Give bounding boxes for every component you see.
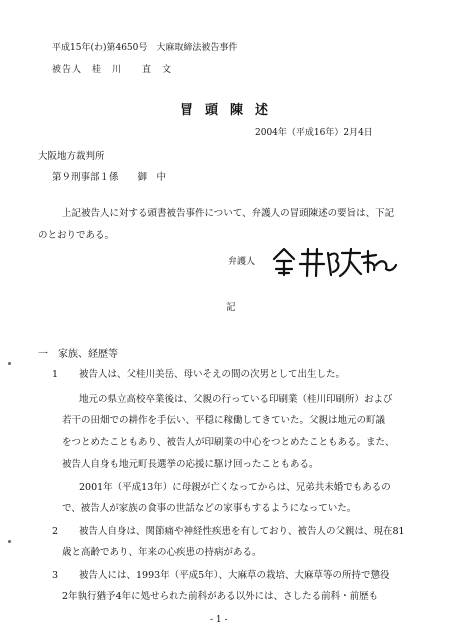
item1-line-1: 被告人は、父桂川美岳、母いそえの間の次男として出生した。 xyxy=(79,369,346,380)
item2-line-1: 被告人自身は、関節痛や神経性疾患を有しており、被告人の父親は、現在81 xyxy=(79,526,405,537)
document-date: 2004年（平成16年）2月4日 xyxy=(255,128,373,138)
document-title: 冒頭陳述 xyxy=(180,103,281,118)
item-number-3: 3 xyxy=(52,570,59,581)
attorney-signature-block xyxy=(228,245,398,285)
section-heading-family: 一 家族、経歴等 xyxy=(38,349,118,360)
item3-line-2: 2年執行猶予4年に処せられた前科がある以外には、さしたる前科・前歴も xyxy=(62,591,379,602)
case-number-line: 平成15年(わ)第4650号 大麻取締法被告事件 xyxy=(52,43,238,53)
intro-line-2: のとおりである。 xyxy=(38,230,115,241)
addressee-court: 大阪地方裁判所 xyxy=(38,151,105,162)
signature-label: 弁護人 xyxy=(228,257,256,267)
item1-line-2: 地元の県立高校卒業後は、父親の行っている印刷業（桂川印刷所）および xyxy=(79,394,393,405)
item3-line-1: 被告人には、1993年（平成5年）、大麻草の栽培、大麻草等の所持で懲役 xyxy=(79,570,390,581)
item1-line-4: をつとめたこともあり、被告人が印刷業の中心をつとめたこともある。また、 xyxy=(62,437,395,448)
item1-line-5: 被告人自身も地元町長選挙の応援に駆け回ったこともある。 xyxy=(62,459,319,470)
addressee-division: 第９刑事部１係 御 中 xyxy=(52,172,167,183)
item1-line-7: で、被告人が家族の食事の世話などの家事もするようになっていた。 xyxy=(62,503,357,514)
handwritten-signature xyxy=(270,245,398,279)
defendant-name-line: 被告人 桂 川 直 文 xyxy=(52,65,173,75)
item1-line-6: 2001年（平成13年）に母親が亡くなってからは、兄弟共未婚でもあるの xyxy=(79,482,391,493)
item-number-1: 1 xyxy=(52,369,59,380)
item1-line-3: 若干の田畑での耕作を手伝い、平穏に稼働してきていた。父親は地元の町議 xyxy=(62,415,386,426)
scan-speck xyxy=(8,362,11,365)
scan-speck xyxy=(8,540,11,543)
intro-line-1: 上記被告人に対する頭書被告事件について、弁護人の冒頭陳述の要旨は、下記 xyxy=(62,208,395,219)
item2-line-2: 歳と高齢であり、年来の心疾患の持病がある。 xyxy=(62,547,262,558)
item-number-2: 2 xyxy=(52,526,59,537)
ki-mark: 記 xyxy=(226,302,236,313)
page-number: - 1 - xyxy=(210,615,228,625)
